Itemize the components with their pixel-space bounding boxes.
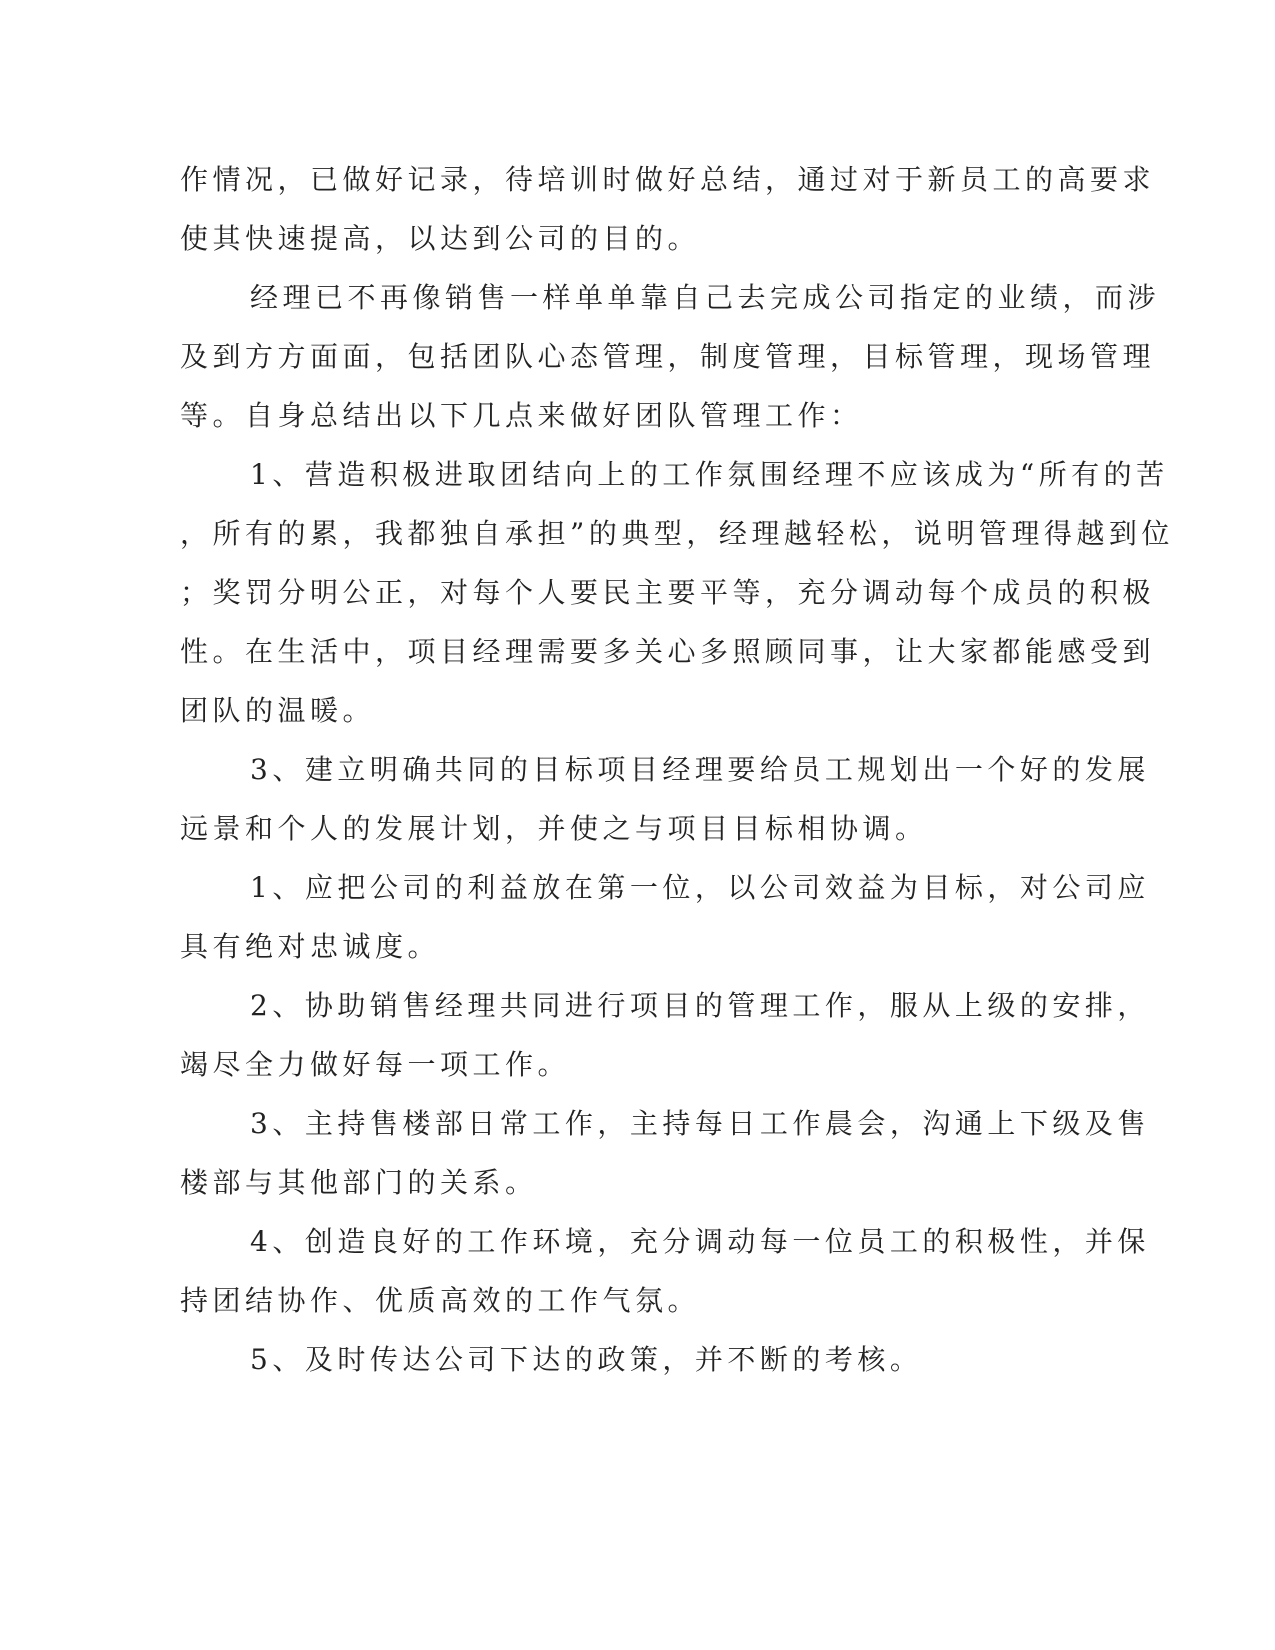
text-line: 3、主持售楼部日常工作，主持每日工作晨会，沟通上下级及售: [250, 1107, 1150, 1140]
text-line: 竭尽全力做好每一项工作。: [180, 1048, 571, 1081]
text-line: 持团结协作、优质高效的工作气氛。: [180, 1284, 701, 1317]
text-line: 性。在生活中，项目经理需要多关心多照顾同事，让大家都能感受到: [180, 635, 1156, 668]
text-line: 楼部与其他部门的关系。: [180, 1166, 538, 1199]
text-line: ；奖罚分明公正，对每个人要民主要平等，充分调动每个成员的积极: [180, 576, 1156, 609]
text-line: 作情况，已做好记录，待培训时做好总结，通过对于新员工的高要求: [180, 163, 1156, 196]
text-line: 及到方方面面，包括团队心态管理，制度管理，目标管理，现场管理: [180, 340, 1156, 373]
text-line: 5、及时传达公司下达的政策，并不断的考核。: [250, 1343, 923, 1376]
text-line: 具有绝对忠诚度。: [180, 930, 441, 963]
text-line: 4、创造良好的工作环境，充分调动每一位员工的积极性，并保: [250, 1225, 1150, 1258]
text-line: 使其快速提高，以达到公司的目的。: [180, 222, 701, 255]
text-line: 1、应把公司的利益放在第一位，以公司效益为目标，对公司应: [250, 871, 1150, 904]
text-line: 等。自身总结出以下几点来做好团队管理工作：: [180, 399, 863, 432]
text-line: 1、营造积极进取团结向上的工作氛围经理不应该成为“所有的苦: [250, 458, 1169, 491]
text-line: 2、协助销售经理共同进行项目的管理工作，服从上级的安排，: [250, 989, 1150, 1022]
text-line: 经理已不再像销售一样单单靠自己去完成公司指定的业绩，而涉: [250, 281, 1161, 314]
text-line: ，所有的累，我都独自承担”的典型，经理越轻松，说明管理得越到位: [180, 517, 1174, 550]
text-line: 远景和个人的发展计划，并使之与项目目标相协调。: [180, 812, 928, 845]
text-line: 3、建立明确共同的目标项目经理要给员工规划出一个好的发展: [250, 753, 1150, 786]
text-line: 团队的温暖。: [180, 694, 376, 727]
